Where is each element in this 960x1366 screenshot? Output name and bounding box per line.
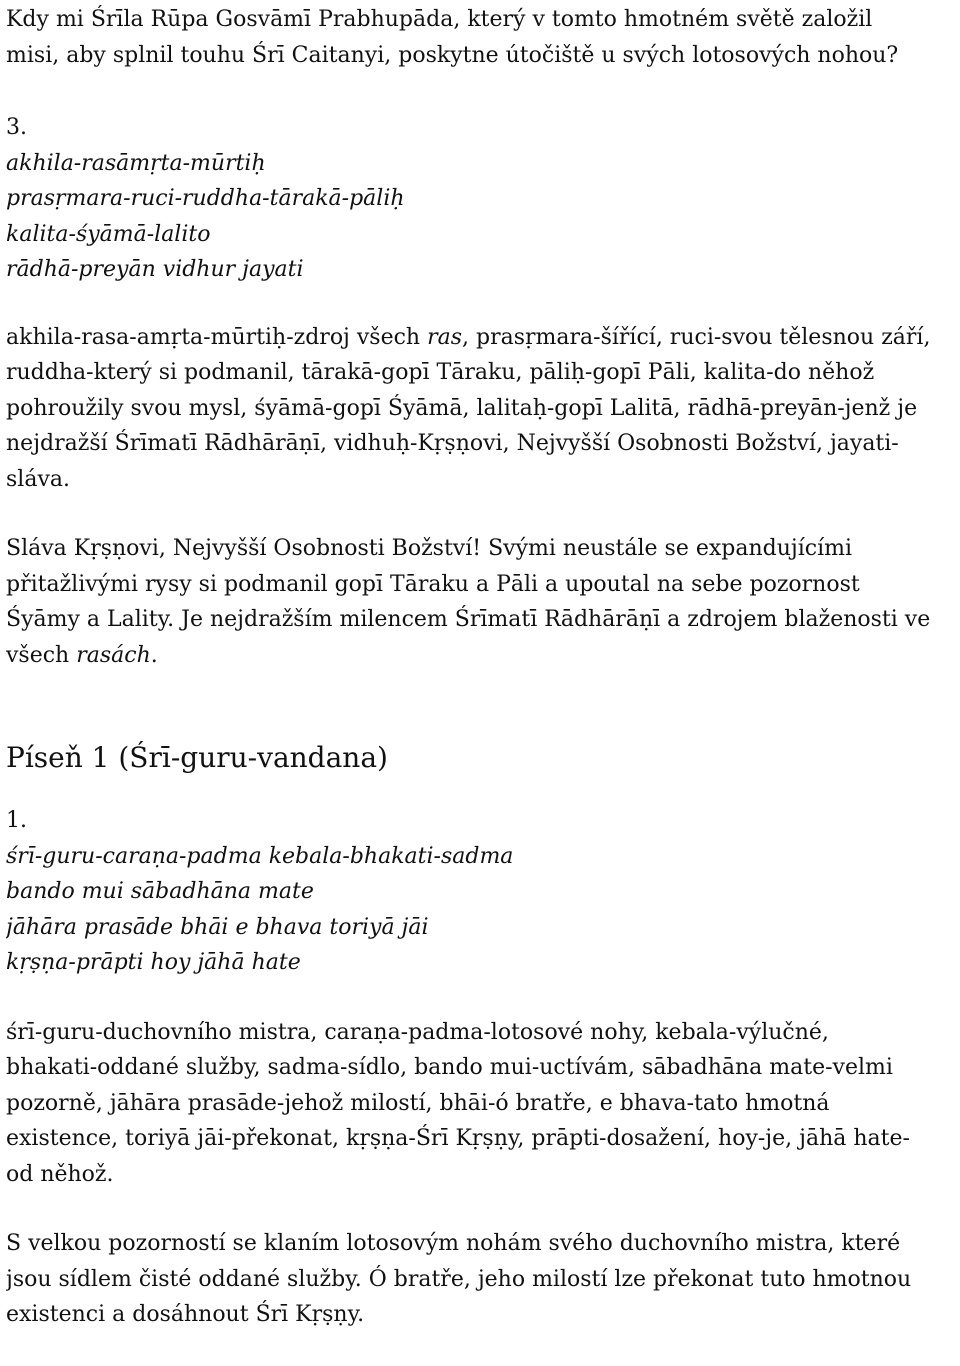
text-line: Kdy mi Śrīla Rūpa Gosvāmī Prabhupāda, který v tomto hmotném světě založil [6,7,873,32]
text-line: S velkou pozorností se klaním lotosovým nohám svého duchovního mistra, které [6,1231,901,1256]
text-line: Sláva Kṛṣṇovi, Nejvyšší Osobnosti Božství! Svými neustále se expandujícími [6,536,853,561]
text-line: nejdražší Śrīmatī Rādhārāṇī, vidhuḥ-Kṛṣṇovi, Nejvyšší Osobnosti Božství, jayati- [6,431,899,456]
text-line: přitažlivými rysy si podmanil gopī Tāraku a Pāli a upoutal na sebe pozornost [6,571,860,597]
verse-line: śrī-guru-caraṇa-padma kebala-bhakati-sadma [6,843,514,869]
verse-line: rādhā-preyān vidhur jayati [6,257,304,282]
text-line: pozorně, jāhāra prasāde-jehož milostí, bhāi-ó bratře, e bhava-tato hmotná [6,1090,830,1116]
verse-line: akhila-rasāmṛta-mūrtiḥ [6,150,266,176]
text-line: všech rasách. [6,642,158,668]
text-line: misi, aby splnil touhu Śrī Caitanyi, poskytne útočiště u svých lotosových nohou? [6,42,899,68]
text-line: jsou sídlem čisté oddané služby. Ó bratře, jeho milostí lze překonat tuto hmotnou [6,1266,912,1292]
text-line: od něhož. [6,1161,114,1187]
text-line: existence, toriyā jāi-překonat, kṛṣṇa-Śrī Kṛṣṇy, prāpti-dosažení, hoy-je, jāhā hate- [6,1126,910,1151]
verse-number: 1. [6,808,27,833]
text-line: Śyāmy a Lality. Je nejdražším milencem Śrīmatī Rādhārāṇī a zdrojem blaženosti ve [6,607,931,632]
verse-number: 3. [6,115,27,140]
synonyms-paragraph [6,1015,954,1193]
text-line: ruddha-který si podmanil, tārakā-gopī Tāraku, pāliḥ-gopī Pāli, kalita-do něhož [6,360,875,385]
verse-1 [6,803,954,981]
text-line: śrī-guru-duchovního mistra, caraṇa-padma-lotosové nohy, kebala-výlučné, [6,1019,829,1045]
translation-paragraph [6,1226,954,1333]
text-line: bhakati-oddané služby, sadma-sídlo, bando mui-uctívám, sābadhāna mate-velmi [6,1055,893,1080]
song-title: Píseň 1 (Śrī-guru-vandana) [6,741,388,774]
verse-line: kṛṣṇa-prāpti hoy jāhā hate [6,950,301,975]
verse-line: kalita-śyāmā-lalito [6,221,211,247]
text-line: akhila-rasa-amṛta-mūrtiḥ-zdroj všech ras, prasṛmara-šířící, ruci-svou tělesnou září, [6,324,931,350]
text-line: existenci a dosáhnout Śrī Kṛṣṇy. [6,1302,365,1327]
verse-line: bando mui sābadhāna mate [6,879,314,904]
verse-line: prasṛmara-ruci-ruddha-tārakā-pāliḥ [6,186,405,211]
text-line: sláva. [6,466,70,492]
verse-line: jāhāra prasāde bhāi e bhava toriyā jāi [6,914,429,940]
text-line: pohroužily svou mysl, śyāmā-gopī Śyāmā, lalitaḥ-gopī Lalitā, rādhā-preyān-jenž je [6,395,918,421]
translation-paragraph [6,531,954,673]
intro-paragraph [6,0,954,73]
verse-3 [6,110,954,288]
synonyms-paragraph [6,320,954,498]
